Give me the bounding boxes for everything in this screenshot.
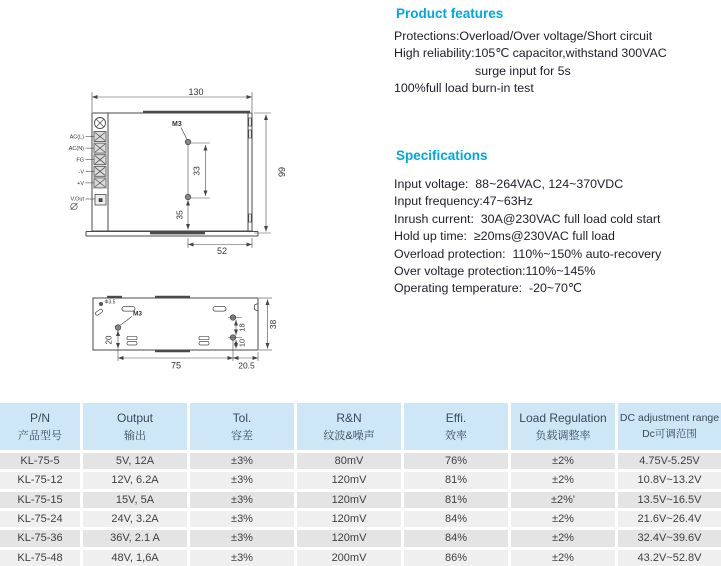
spec-line: Over voltage protection:110%~145% (394, 264, 596, 279)
feature-line: surge input for 5s (475, 63, 571, 78)
table-cell: ±2% (511, 472, 615, 488)
terminal-label-minusv: -V (78, 169, 84, 176)
table-cell: 120mV (297, 492, 401, 508)
header-en: Effi. (445, 410, 467, 425)
table-cell: ±2% (511, 550, 615, 566)
table-cell: 12V, 6.2A (83, 472, 187, 488)
header-en: DC adjustment range (619, 412, 720, 424)
table-cell: 86% (404, 550, 508, 566)
table-cell: ±2% (511, 530, 615, 546)
dim-label-35: 35 (174, 210, 185, 220)
table-cell: 84% (404, 530, 508, 546)
table-cell: 4.75V-5.25V (618, 453, 721, 469)
header-zh: 产品型号 (18, 429, 62, 442)
specifications-title: Specifications (396, 148, 488, 163)
table-cell: 15V, 5A (83, 492, 187, 508)
voltage-adjust-pot-icon (95, 195, 106, 206)
product-features-section (394, 6, 721, 98)
screw-head-icon (95, 118, 106, 129)
dim-label-10: 10 (237, 338, 247, 348)
terminal-label-plusv: +V (77, 180, 84, 187)
table-cell: 13.5V~16.5V (618, 492, 721, 508)
spec-line: Overload protection: 110%~150% auto-recovery (394, 246, 662, 261)
table-cell: 21.6V~26.4V (618, 511, 721, 527)
feature-line: Protections:Overload/Over voltage/Short circuit (394, 29, 653, 43)
table-header-pn (0, 403, 80, 450)
spec-line: Hold up time: ≥20ms@230VAC full load (394, 229, 615, 244)
table-cell: KL-75-5 (0, 453, 80, 469)
dim-label-75: 75 (170, 360, 182, 371)
table-cell: 120mV (297, 472, 401, 488)
dim-label-20: 20 (104, 335, 114, 345)
table-cell: 36V, 2.1 A (83, 530, 187, 546)
dim-label-52: 52 (216, 246, 228, 256)
table-cell: 32.4V~39.6V (618, 530, 721, 546)
header-en: P/N (29, 410, 50, 425)
table-cell: KL-75-24 (0, 511, 80, 527)
header-zh: 纹波&噪声 (323, 429, 375, 442)
dim-label-33: 33 (191, 166, 202, 176)
table-header-efficiency (404, 403, 508, 450)
header-zh: Dc可调范围 (642, 428, 697, 440)
table-header-dc-adjust-range (618, 403, 721, 450)
m3-screw-label: M3 (172, 121, 182, 128)
hole-diameter-label: Φ3.5 (104, 299, 116, 306)
specifications-section (394, 148, 721, 298)
table-cell: 5V, 12A (83, 453, 187, 469)
header-en: Output (116, 410, 154, 425)
dim-label-38: 38 (268, 319, 278, 330)
table-cell: 10.8V~13.2V (618, 472, 721, 488)
table-cell: ±3% (190, 511, 294, 527)
table-cell: 80mV (297, 453, 401, 469)
table-cell: KL-75-48 (0, 550, 80, 566)
table-cell: ±2% (511, 453, 615, 469)
header-zh: 容差 (231, 429, 253, 442)
terminal-label-acn: AC(N) (68, 146, 84, 153)
feature-line: High reliability:105℃ capacitor,withstand 300VAC (394, 46, 667, 61)
table-cell: 76% (404, 453, 508, 469)
dim-label-20-5: 20.5 (238, 360, 255, 371)
table-cell: 84% (404, 511, 508, 527)
table-cell: 200mV (297, 550, 401, 566)
table-cell: ±2% (511, 511, 615, 527)
product-features-title: Product features (396, 6, 504, 21)
table-cell: 120mV (297, 530, 401, 546)
header-en: R&N (336, 410, 362, 425)
table-cell: ±3% (190, 530, 294, 546)
spec-line: Input voltage: 88~264VAC, 124~370VDC (394, 177, 624, 191)
header-en: Tol. (232, 410, 252, 425)
m3-screw-label: M3 (133, 310, 143, 318)
dim-label-18: 18 (237, 323, 247, 332)
table-header-load-regulation (511, 403, 615, 450)
table-cell: 81% (404, 472, 508, 488)
front-view (68, 88, 272, 248)
spec-line: Input frequency:47~63Hz (394, 194, 533, 209)
dim-label-height: 99 (277, 166, 287, 178)
table-cell: 48V, 1,6A (83, 550, 187, 566)
table-cell: 81% (404, 492, 508, 508)
potentiometer-icon (71, 203, 78, 210)
terminal-label-vout: V.Out (70, 196, 84, 203)
vent-slots (127, 336, 209, 345)
table-cell: ±2%' (511, 492, 615, 508)
table-cell: KL-75-12 (0, 472, 80, 488)
spec-line: Operating temperature: -20~70℃ (394, 281, 582, 296)
table-cell: ±3% (190, 472, 294, 488)
table-cell: 120mV (297, 511, 401, 527)
header-zh: 效率 (445, 429, 467, 442)
spec-line: Inrush current: 30A@230VAC full load cold start (394, 211, 661, 226)
table-header-tolerance (190, 403, 294, 450)
terminal-block-icon (94, 132, 106, 188)
dim-label-width: 130 (188, 87, 204, 97)
header-zh: 输出 (124, 429, 146, 442)
header-zh: 负载调整率 (535, 429, 591, 442)
table-cell: 43.2V~52.8V (618, 550, 721, 566)
header-en: Load Regulation (519, 410, 607, 425)
model-spec-table (0, 403, 721, 566)
table-header-ripple-noise (297, 403, 401, 450)
table-header-output (83, 403, 187, 450)
table-cell: 24V, 3.2A (83, 511, 187, 527)
table-cell: KL-75-36 (0, 530, 80, 546)
table-cell: KL-75-15 (0, 492, 80, 508)
table-cell: ±3% (190, 453, 294, 469)
table-cell: ±3% (190, 550, 294, 566)
table-cell: ±3% (190, 492, 294, 508)
terminal-label-acl: AC(L) (69, 134, 84, 141)
feature-line: 100%full load burn-in test (394, 81, 534, 96)
dimension-drawing (40, 80, 330, 395)
terminal-label-fg: FG (76, 157, 84, 164)
